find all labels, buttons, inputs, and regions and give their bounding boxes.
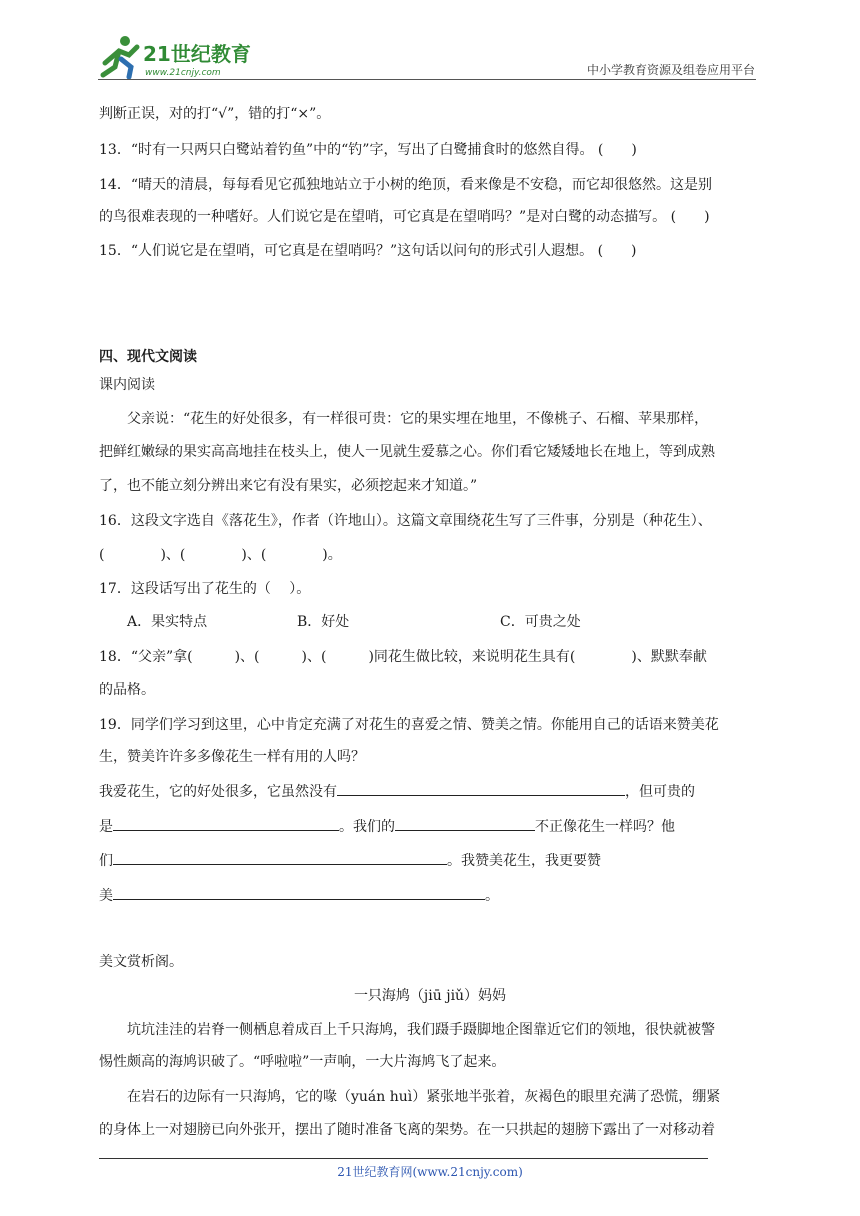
p1-line2: 惕性颇高的海鸠识破了。“呼啦啦”一声响，一大片海鸠飞了起来。 <box>99 1054 506 1070</box>
p2-line2: 的身体上一对翅膀已向外张开，摆出了随时准备飞离的架势。在一只拱起的翅膀下露出了一对移动着 <box>99 1122 715 1138</box>
question-19-line1: 19．同学们学习到这里，心中肯定充满了对花生的喜爱之情、赞美之情。你能用自己的话语来赞美花 <box>99 717 719 733</box>
fill-text: 我爱花生，它的好处很多，它虽然没有 <box>99 784 337 800</box>
fill-text: 们 <box>99 853 113 869</box>
section-heading: 四、现代文阅读 <box>99 349 197 365</box>
passage-line3: 了，也不能立刻分辨出来它有没有果实，必须挖起来才知道。” <box>99 478 478 494</box>
fill-text: ，但可贵的 <box>625 784 695 800</box>
question-14-line1: 14．“晴天的清晨，每每看见它孤独地站立于小树的绝顶，看来像是不安稳，而它却很悠然。这是别 <box>99 177 712 193</box>
question-14-line2: 的鸟很难表现的一种嗜好。人们说它是在望哨，可它真是在望哨吗？”是对白鹭的动态描写。 ( ) <box>99 209 710 225</box>
fill-line-1 <box>99 781 764 802</box>
fill-line-3 <box>99 850 764 871</box>
answer-blank[interactable] <box>395 816 535 831</box>
fill-text: 不正像花生一样吗？他 <box>535 819 675 835</box>
fill-line-2 <box>99 816 764 837</box>
fill-text: 美 <box>99 888 113 904</box>
fill-line-4 <box>99 885 764 906</box>
fill-text: 。我赞美花生，我更要赞 <box>447 853 601 869</box>
question-15: 15．“人们说它是在望哨，可它真是在望哨吗？”这句话以问句的形式引人遐想。 ( ) <box>99 243 637 259</box>
question-18-line2: 的品格。 <box>99 682 155 698</box>
question-13: 13．“时有一只两只白鹭站着钓鱼”中的“钓”字，写出了白鹭捕食时的悠然自得。 ( ) <box>99 142 637 158</box>
option-b[interactable]: B．好处 <box>297 614 350 630</box>
option-c[interactable]: C．可贵之处 <box>500 614 581 630</box>
site-logo <box>95 33 265 79</box>
passage-line2: 把鲜红嫩绿的果实高高地挂在枝头上，使人一见就生爱慕之心。你们看它矮矮地长在地上，等到成熟 <box>99 444 715 460</box>
header-divider <box>98 79 756 80</box>
judge-intro: 判断正误，对的打“√”，错的打“×”。 <box>99 106 331 122</box>
header-platform-text: 中小学教育资源及组卷应用平台 <box>586 63 755 77</box>
answer-blank[interactable] <box>337 781 625 796</box>
logo-url: www.21cnjy.com <box>145 68 221 78</box>
p2-line1: 在岩石的边际有一只海鸠，它的喙（yuán huì）紧张地半张着，灰褐色的眼里充满了恐慌，绷紧 <box>127 1089 721 1105</box>
p1-line1: 坑坑洼洼的岩脊一侧栖息着成百上千只海鸠，我们蹑手蹑脚地企图靠近它们的领地，很快就被警 <box>127 1022 715 1038</box>
option-a[interactable]: A．果实特点 <box>127 614 208 630</box>
question-16-line1: 16．这段文字选自《落花生》，作者（许地山）。这篇文章围绕花生写了三件事，分别是（种花生）、 <box>99 513 712 529</box>
answer-blank[interactable] <box>113 816 339 831</box>
section-sub: 课内阅读 <box>99 377 155 393</box>
logo-text: 21世纪教育 <box>143 42 251 66</box>
fill-text: 是 <box>99 819 113 835</box>
runner-icon <box>103 36 137 77</box>
fill-text: 。 <box>485 888 499 904</box>
question-19-line2: 生，赞美许许多多像花生一样有用的人吗？ <box>99 749 365 765</box>
passage-title: 一只海鸠（jiū jiǔ）妈妈 <box>353 988 507 1004</box>
passage-line1: 父亲说：“花生的好处很多，有一样很可贵：它的果实埋在地里，不像桃子、石榴、苹果那样， <box>127 411 709 427</box>
fill-text: 。我们的 <box>339 819 395 835</box>
question-17: 17．这段话写出了花生的（ ）。 <box>99 581 311 597</box>
question-18-line1: 18．“父亲”拿( )、( )、( )同花生做比较，来说明花生具有( )、默默奉献 <box>99 649 707 665</box>
reading-label: 美文赏析阁。 <box>99 954 183 970</box>
footer-divider <box>99 1158 708 1159</box>
footer-link[interactable]: 21世纪教育网(www.21cnjy.com) <box>337 1165 523 1179</box>
answer-blank[interactable] <box>113 885 485 900</box>
question-16-line2: ( )、( )、( )。 <box>99 547 342 563</box>
answer-blank[interactable] <box>113 850 447 865</box>
